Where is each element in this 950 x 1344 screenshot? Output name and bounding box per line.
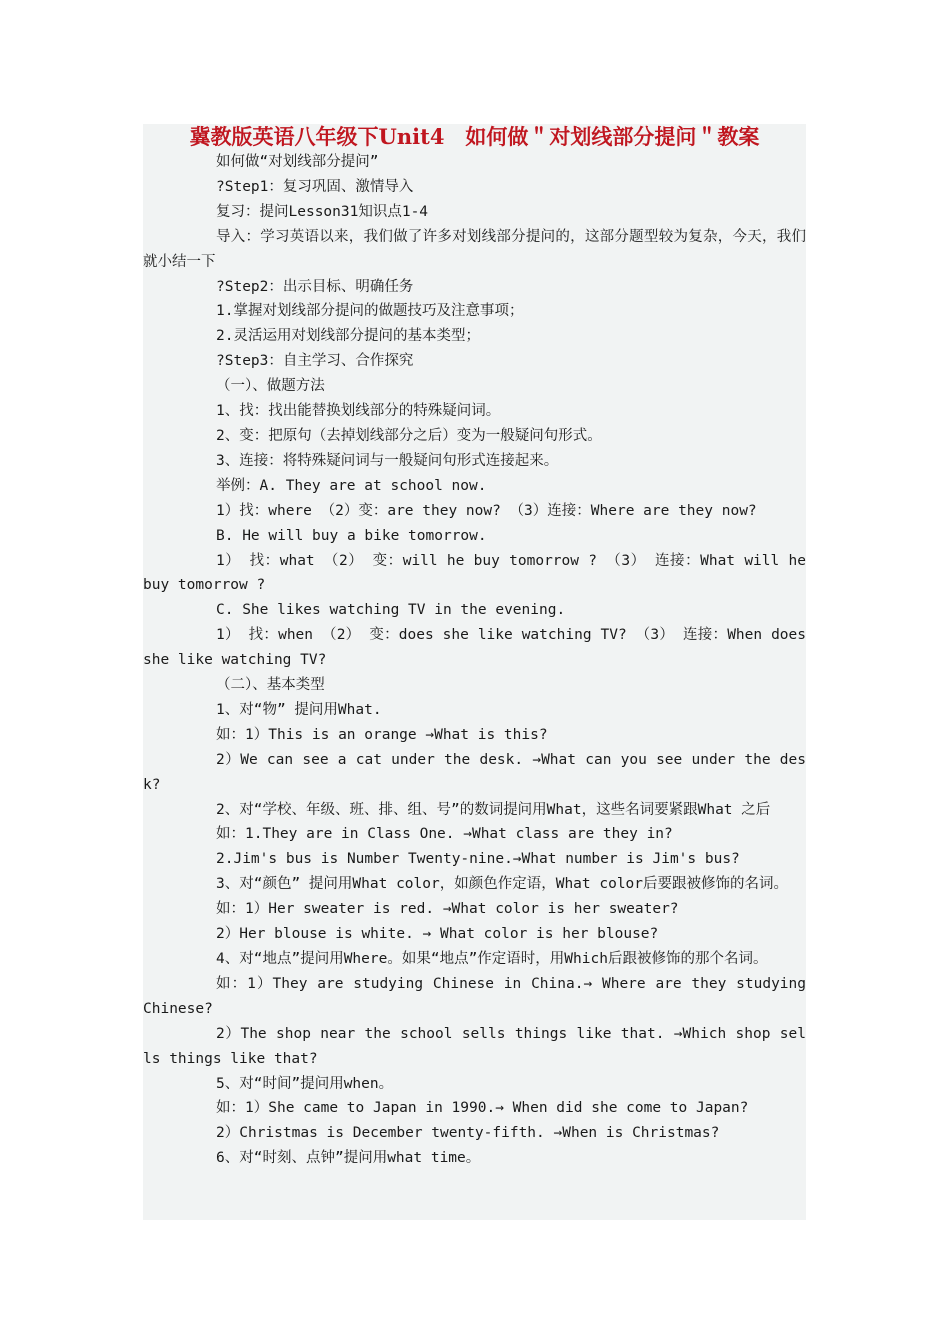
line: 4、对“地点”提问用Where。如果“地点”作定语时，用Which后跟被修饰的那个名词。 bbox=[216, 951, 768, 967]
line: 如：1.They are in Class One. →What class are they in? bbox=[216, 826, 673, 843]
line: 复习：提问Lesson31知识点1-4 bbox=[216, 203, 429, 220]
line: 5、对“时间”提问用when。 bbox=[216, 1075, 394, 1092]
line: 如：1）She came to Japan in 1990.→ When did she come to Japan? bbox=[216, 1100, 749, 1117]
line: 1）找：where （2）变：are they now? （3）连接：Where are they now? bbox=[216, 502, 757, 519]
document-body bbox=[143, 150, 806, 1171]
line: 2.灵活运用对划线部分提问的基本类型； bbox=[216, 328, 480, 345]
line: （二）、基本类型 bbox=[216, 677, 325, 694]
line: 如：1）They are studying Chinese in China.→ Where are they studying Chinese? bbox=[143, 975, 806, 1017]
line: ?Step1：复习巩固、激情导入 bbox=[216, 178, 414, 195]
line: （一）、做题方法 bbox=[216, 378, 325, 395]
line: 6、对“时刻、点钟”提问用what time。 bbox=[216, 1150, 481, 1167]
line: 3、连接：将特殊疑问词与一般疑问句形式连接起来。 bbox=[216, 452, 559, 469]
line: 3、对“颜色” 提问用What color，如颜色作定语，What color后要跟被修饰的名词。 bbox=[216, 876, 789, 893]
line: 2）Her blouse is white. → What color is her blouse? bbox=[216, 926, 659, 943]
line: 1、找：找出能替换划线部分的特殊疑问词。 bbox=[216, 403, 501, 420]
line: 1） 找：when （2） 变：does she like watching TV? （3） 连接：When does she like watching TV? bbox=[143, 627, 806, 669]
line: 2.Jim's bus is Number Twenty-nine.→What number is Jim's bus? bbox=[216, 851, 740, 868]
line: 1） 找：what （2） 变：will he buy tomorrow ? （3） 连接：What will he buy tomorrow ? bbox=[143, 552, 806, 594]
line: 2）Christmas is December twenty-fifth. →When is Christmas? bbox=[216, 1125, 720, 1142]
line: 举例：A. They are at school now. bbox=[216, 477, 487, 494]
line: 如：1）This is an orange →What is this? bbox=[216, 726, 548, 743]
line: ?Step3：自主学习、合作探究 bbox=[216, 353, 414, 370]
line: 1、对“物” 提问用What. bbox=[216, 701, 382, 718]
line: 2）We can see a cat under the desk. →What can you see under the desk? bbox=[143, 751, 806, 793]
line: 导入：学习英语以来，我们做了许多对划线部分提问的，这部分题型较为复杂，今天，我们就小结一下 bbox=[143, 228, 806, 270]
page-title: 冀教版英语八年级下Unit4 如何做＂对划线部分提问＂教案 bbox=[189, 124, 760, 149]
line: 2、变：把原句（去掉划线部分之后）变为一般疑问句形式。 bbox=[216, 427, 602, 444]
line: B. He will buy a bike tomorrow. bbox=[216, 527, 487, 544]
line: ?Step2：出示目标、明确任务 bbox=[216, 278, 414, 295]
line: 如何做“对划线部分提问” bbox=[216, 154, 379, 170]
line: 2、对“学校、年级、班、排、组、号”的数词提问用What，这些名词要紧跟What 之后 bbox=[216, 801, 771, 818]
line: 2）The shop near the school sells things like that. →Which shop sells things like that? bbox=[143, 1025, 806, 1067]
line: 如：1）Her sweater is red. →What color is her sweater? bbox=[216, 901, 679, 918]
line: C. She likes watching TV in the evening. bbox=[216, 602, 566, 619]
line: 1.掌握对划线部分提问的做题技巧及注意事项； bbox=[216, 303, 524, 320]
